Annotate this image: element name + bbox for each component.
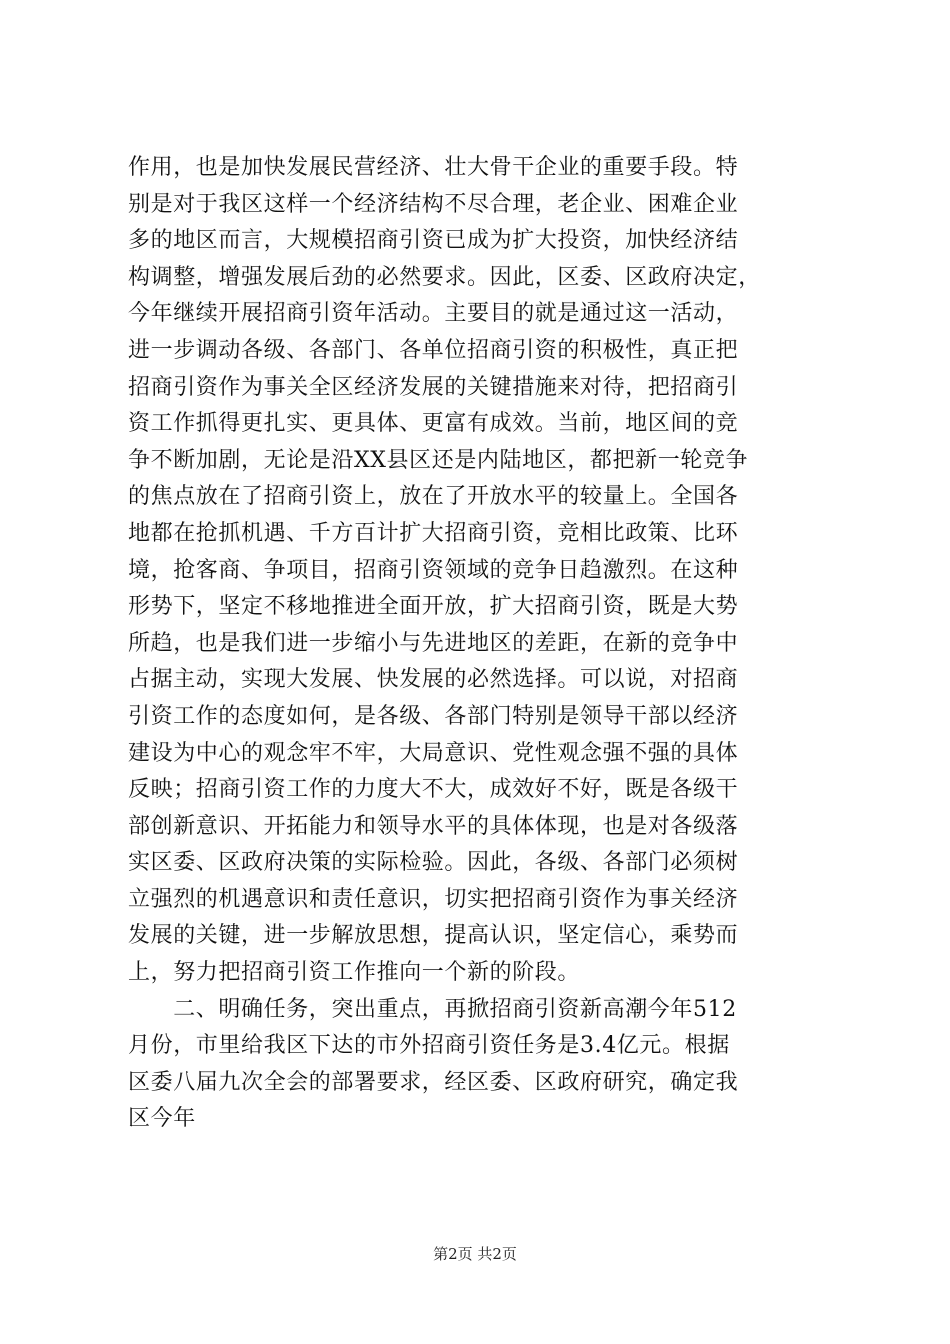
text-line: 区今年 (128, 1106, 196, 1132)
text-line: 境，抢客商、争项目，招商引资领域的竞争日趋激烈。在这种 (128, 557, 739, 583)
text-line: 进一步调动各级、各部门、各单位招商引资的积极性，真正把 (128, 337, 739, 363)
text-line: 实区委、区政府决策的实际检验。因此，各级、各部门必须树 (128, 850, 739, 876)
text-line: 形势下，坚定不移地推进全面开放，扩大招商引资，既是大势 (128, 594, 739, 620)
text-line: 的焦点放在了招商引资上，放在了开放水平的较量上。全国各 (128, 484, 739, 510)
text-line: 区委八届九次全会的部署要求，经区委、区政府研究，确定我 (128, 1069, 739, 1095)
text-line: 月份，市里给我区下达的市外招商引资任务是3.4亿元。根据 (128, 1033, 730, 1059)
text-line: 反映；招商引资工作的力度大不大，成效好不好，既是各级干 (128, 777, 739, 803)
page-number: 第2页 共2页 (433, 1245, 517, 1263)
document-body (128, 150, 828, 1138)
text-line: 立强烈的机遇意识和责任意识，切实把招商引资作为事关经济 (128, 886, 739, 912)
text-line: 作用，也是加快发展民营经济、壮大骨干企业的重要手段。特 (128, 155, 739, 180)
text-line: 建设为中心的观念牢不牢，大局意识、党性观念强不强的具体 (128, 740, 739, 766)
text-line: 引资工作的态度如何，是各级、各部门特别是领导干部以经济 (128, 703, 739, 729)
text-line: 资工作抓得更扎实、更具体、更富有成效。当前，地区间的竞 (128, 411, 739, 437)
text-line: 占据主动，实现大发展、快发展的必然选择。可以说，对招商 (128, 667, 739, 693)
text-line: 地都在抢抓机遇、千方百计扩大招商引资，竞相比政策、比环 (128, 520, 739, 546)
text-line: 构调整，增强发展后劲的必然要求。因此，区委、区政府决定， (128, 264, 761, 290)
text-line: 上，努力把招商引资工作推向一个新的阶段。 (128, 960, 581, 986)
text-line: 别是对于我区这样一个经济结构不尽合理，老企业、困难企业 (128, 191, 739, 217)
text-line: 多的地区而言，大规模招商引资已成为扩大投资，加快经济结 (128, 228, 739, 254)
section-heading-line: 二、明确任务，突出重点，再掀招商引资新高潮今年512 (128, 996, 737, 1022)
text-line: 所趋，也是我们进一步缩小与先进地区的差距，在新的竞争中 (128, 630, 739, 656)
text-line: 招商引资作为事关全区经济发展的关键措施来对待，把招商引 (128, 374, 739, 400)
page-footer (0, 1244, 950, 1264)
text-line: 发展的关键，进一步解放思想，提高认识，坚定信心，乘势而 (128, 923, 739, 949)
text-line: 争不断加剧，无论是沿XX县区还是内陆地区，都把新一轮竞争 (128, 447, 749, 473)
text-line: 今年继续开展招商引资年活动。主要目的就是通过这一活动， (128, 301, 739, 327)
text-line: 部创新意识、开拓能力和领导水平的具体体现，也是对各级落 (128, 813, 739, 839)
